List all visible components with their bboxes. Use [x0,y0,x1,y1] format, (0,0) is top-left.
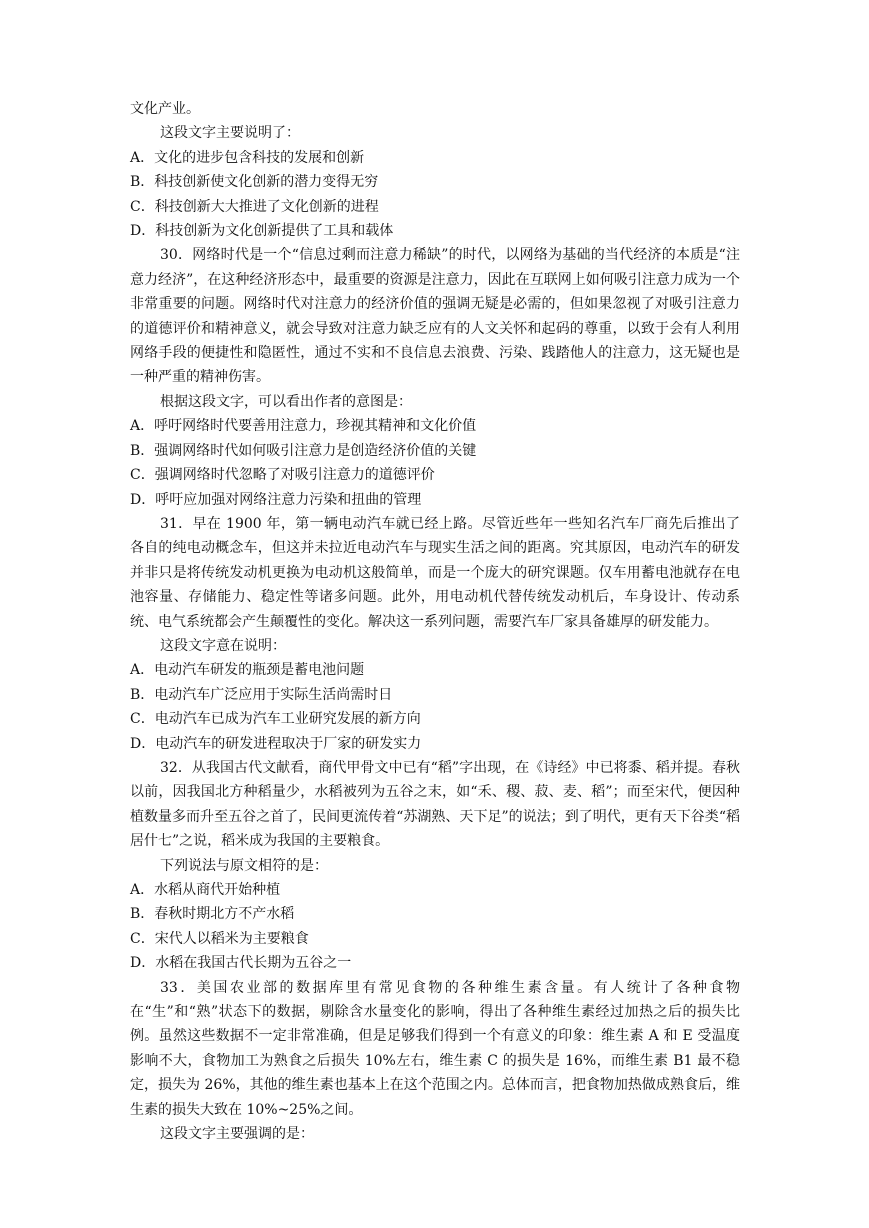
q30-option-d: D．呼吁应加强对网络注意力污染和扭曲的管理 [130,491,422,508]
q31-passage: 31．早在 1900 年，第一辆电动汽车就已经上路。尽管近些年一些知名汽车厂商先后推出了各自的纯电动概念车，但这并未拉近电动汽车与现实生活之间的距离。究其原因，电动汽车的研发并非只是将传统发动机更换为电动机这般简单，而是一个庞大的研究课题。仅车用蓄电池就存在电池容量、存储能力、稳定性等诸多问题。此外，用电动机代替传统发动机后，车身设计、传动系统、电气系统都会产生颠覆性的变化。解决这一系列问题，需要汽车厂家具备雄厚的研发能力。 [130,515,740,630]
q33-passage: 33．美国农业部的数据库里有常见食物的各种维生素含量。有人统计了各种食物在“生”和“熟”状态下的数据，剔除含水量变化的影响，得出了各种维生素经过加热之后的损失比例。虽然这些数据不一定非常准确，但是足够我们得到一个有意义的印象：维生素 A 和 E 受温度影响不大，食物加工为熟食之后损失 10%左右，维生素 C 的损失是 16%，而维生素 B1 最不稳定，损失为 26%，其他的维生素也基本上在这个范围之内。总体而言，把食物加热做成熟食后，维生素的损失大致在 10%~25%之间。 [130,979,740,1118]
q29-option-d: D．科技创新为文化创新提供了工具和载体 [130,223,394,240]
q29-option-b: B．科技创新使文化创新的潜力变得无穷 [130,174,379,191]
q32-option-d: D．水稻在我国古代长期为五谷之一 [130,955,352,972]
q31-option-b: B．电动汽车广泛应用于实际生活尚需时日 [130,686,393,703]
exam-page [130,97,740,1146]
q32-prompt: 下列说法与原文相符的是： [160,857,328,874]
q33-prompt: 这段文字主要强调的是： [160,1126,314,1143]
q32-option-c: C．宋代人以稻米为主要粮食 [130,930,309,947]
q30-option-c: C．强调网络时代忽略了对吸引注意力的道德评价 [130,467,435,484]
q30-option-a: A．呼吁网络时代要善用注意力，珍视其精神和文化价值 [130,418,477,435]
q29-option-a: A．文化的进步包含科技的发展和创新 [130,149,365,166]
q30-passage: 30．网络时代是一个“信息过剩而注意力稀缺”的时代，以网络为基础的当代经济的本质是“注意力经济”，在这种经济形态中，最重要的资源是注意力，因此在互联网上如何吸引注意力成为一个非常重要的问题。网络时代对注意力的经济价值的强调无疑是必需的，但如果忽视了对吸引注意力的道德评价和精神意义，就会导致对注意力缺乏应有的人文关怀和起码的尊重，以致于会有人利用网络手段的便捷性和隐匿性，通过不实和不良信息去浪费、污染、践踏他人的注意力，这无疑也是一种严重的精神伤害。 [130,247,740,386]
q31-option-a: A．电动汽车研发的瓶颈是蓄电池问题 [130,662,365,679]
q30-prompt: 根据这段文字，可以看出作者的意图是： [160,393,412,410]
q32-option-b: B．春秋时期北方不产水稻 [130,906,295,923]
q32-passage: 32．从我国古代文献看，商代甲骨文中已有“稻”字出现，在《诗经》中已将黍、稻并提。春秋以前，因我国北方种稻量少，水稻被列为五谷之末，如“禾、稷、菽、麦、稻”；而至宋代，便因种植数量多而升至五谷之首了，民间更流传着“苏湖熟、天下足”的说法；到了明代，更有天下谷类“稻居什七”之说，稻米成为我国的主要粮食。 [130,759,740,850]
q31-option-c: C．电动汽车已成为汽车工业研究发展的新方向 [130,711,421,728]
lead-fragment: 文化产业。 [130,101,200,117]
q29-prompt: 这段文字主要说明了： [160,125,300,142]
q29-option-c: C．科技创新大大推进了文化创新的进程 [130,198,379,215]
q32-option-a: A．水稻从商代开始种植 [130,882,281,898]
q30-option-b: B．强调网络时代如何吸引注意力是创造经济价值的关键 [130,442,477,459]
q31-option-d: D．电动汽车的研发进程取决于厂家的研发实力 [130,735,422,752]
q31-prompt: 这段文字意在说明： [160,637,286,654]
